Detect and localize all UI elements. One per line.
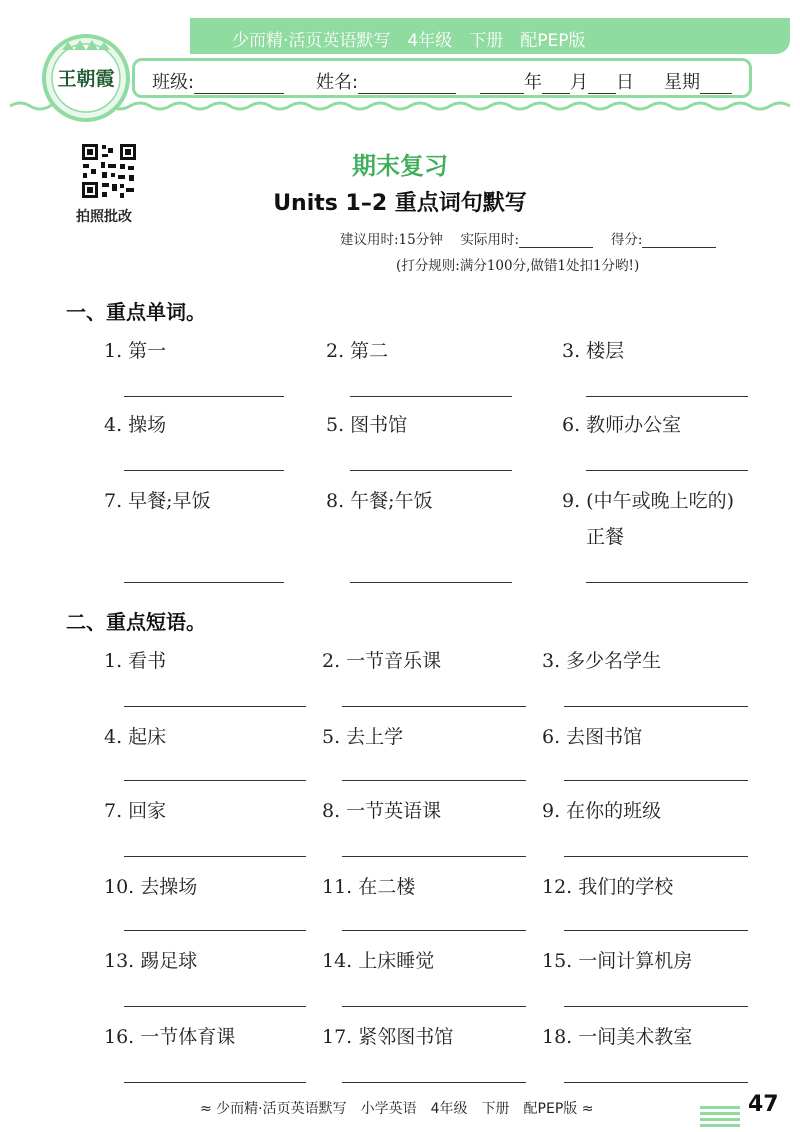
class-field[interactable]: 班级: bbox=[152, 68, 284, 94]
name-field[interactable]: 姓名: bbox=[316, 68, 456, 94]
answer-blank[interactable] bbox=[342, 1006, 526, 1007]
word-item-continued: 正餐 bbox=[586, 526, 625, 548]
phrase-item: 2. 一节音乐课 bbox=[322, 650, 442, 672]
answer-blank[interactable] bbox=[124, 582, 284, 583]
section1-heading: 一、重点单词。 bbox=[66, 300, 206, 324]
phrase-item: 6. 去图书馆 bbox=[542, 726, 643, 748]
word-item: 8. 午餐;午饭 bbox=[326, 490, 433, 512]
answer-blank[interactable] bbox=[342, 706, 526, 707]
date-field[interactable]: 年 月 日 bbox=[480, 68, 634, 94]
scoring-rule: (打分规则:满分100分,做错1处扣1分哟!) bbox=[396, 258, 640, 274]
answer-blank[interactable] bbox=[350, 396, 512, 397]
weekday-field[interactable]: 星期 bbox=[664, 68, 732, 94]
answer-blank[interactable] bbox=[586, 396, 748, 397]
qr-label: 拍照批改 bbox=[76, 209, 132, 225]
answer-blank[interactable] bbox=[124, 1082, 306, 1083]
weekday-blank[interactable] bbox=[700, 75, 732, 94]
answer-blank[interactable] bbox=[564, 930, 748, 931]
phrase-item: 15. 一间计算机房 bbox=[542, 950, 693, 972]
answer-blank[interactable] bbox=[124, 706, 306, 707]
phrase-item: 1. 看书 bbox=[104, 650, 167, 672]
answer-blank[interactable] bbox=[564, 780, 748, 781]
answer-blank[interactable] bbox=[564, 856, 748, 857]
answer-blank[interactable] bbox=[350, 470, 512, 471]
answer-blank[interactable] bbox=[342, 780, 526, 781]
answer-blank[interactable] bbox=[124, 930, 306, 931]
phrase-item: 11. 在二楼 bbox=[322, 876, 416, 898]
answer-blank[interactable] bbox=[124, 856, 306, 857]
phrase-item: 9. 在你的班级 bbox=[542, 800, 662, 822]
series-title: 少而精·活页英语默写 4年级 下册 配PEP版 bbox=[232, 31, 586, 51]
phrase-item: 17. 紧邻图书馆 bbox=[322, 1026, 454, 1048]
phrase-item: 8. 一节英语课 bbox=[322, 800, 442, 822]
word-item: 7. 早餐;早饭 bbox=[104, 490, 211, 512]
answer-blank[interactable] bbox=[124, 780, 306, 781]
footer-text: ≈ 少而精·活页英语默写 小学英语 4年级 下册 配PEP版 ≈ bbox=[200, 1101, 594, 1117]
phrase-item: 10. 去操场 bbox=[104, 876, 198, 898]
page-subtitle: Units 1–2 重点词句默写 bbox=[273, 191, 527, 216]
answer-blank[interactable] bbox=[564, 1006, 748, 1007]
answer-blank[interactable] bbox=[564, 1082, 748, 1083]
phrase-item: 7. 回家 bbox=[104, 800, 167, 822]
word-item: 3. 楼层 bbox=[562, 340, 625, 362]
answer-blank[interactable] bbox=[124, 1006, 306, 1007]
phrase-item: 13. 踢足球 bbox=[104, 950, 198, 972]
brand-logo bbox=[40, 30, 132, 122]
phrase-item: 16. 一节体育课 bbox=[104, 1026, 236, 1048]
phrase-item: 4. 起床 bbox=[104, 726, 167, 748]
answer-blank[interactable] bbox=[586, 470, 748, 471]
phrase-item: 18. 一间美术教室 bbox=[542, 1026, 693, 1048]
class-blank[interactable] bbox=[194, 75, 284, 94]
score-blank[interactable] bbox=[642, 233, 716, 248]
word-item: 6. 教师办公室 bbox=[562, 414, 682, 436]
answer-blank[interactable] bbox=[350, 582, 512, 583]
month-blank[interactable] bbox=[542, 75, 570, 94]
page-number: 47 bbox=[748, 1092, 779, 1117]
section2-heading: 二、重点短语。 bbox=[66, 610, 206, 634]
answer-blank[interactable] bbox=[342, 1082, 526, 1083]
answer-blank[interactable] bbox=[342, 856, 526, 857]
answer-blank[interactable] bbox=[586, 582, 748, 583]
day-blank[interactable] bbox=[588, 75, 616, 94]
word-item: 1. 第一 bbox=[104, 340, 167, 362]
phrase-item: 5. 去上学 bbox=[322, 726, 404, 748]
word-item: 2. 第二 bbox=[326, 340, 389, 362]
phrase-item: 14. 上床睡觉 bbox=[322, 950, 435, 972]
year-blank[interactable] bbox=[480, 75, 524, 94]
answer-blank[interactable] bbox=[564, 706, 748, 707]
name-blank[interactable] bbox=[358, 75, 456, 94]
timing-row: 建议用时:15分钟 实际用时: 得分: bbox=[340, 228, 716, 248]
word-item: 5. 图书馆 bbox=[326, 414, 408, 436]
word-item: 4. 操场 bbox=[104, 414, 167, 436]
answer-blank[interactable] bbox=[124, 396, 284, 397]
phrase-item: 3. 多少名学生 bbox=[542, 650, 662, 672]
answer-blank[interactable] bbox=[124, 470, 284, 471]
logo-text: 王朝霞 bbox=[57, 68, 115, 90]
word-item: 9. (中午或晚上吃的) bbox=[562, 490, 734, 512]
phrase-item: 12. 我们的学校 bbox=[542, 876, 674, 898]
actual-time-blank[interactable] bbox=[519, 233, 593, 248]
page-title: 期末复习 bbox=[352, 152, 448, 180]
answer-blank[interactable] bbox=[342, 930, 526, 931]
